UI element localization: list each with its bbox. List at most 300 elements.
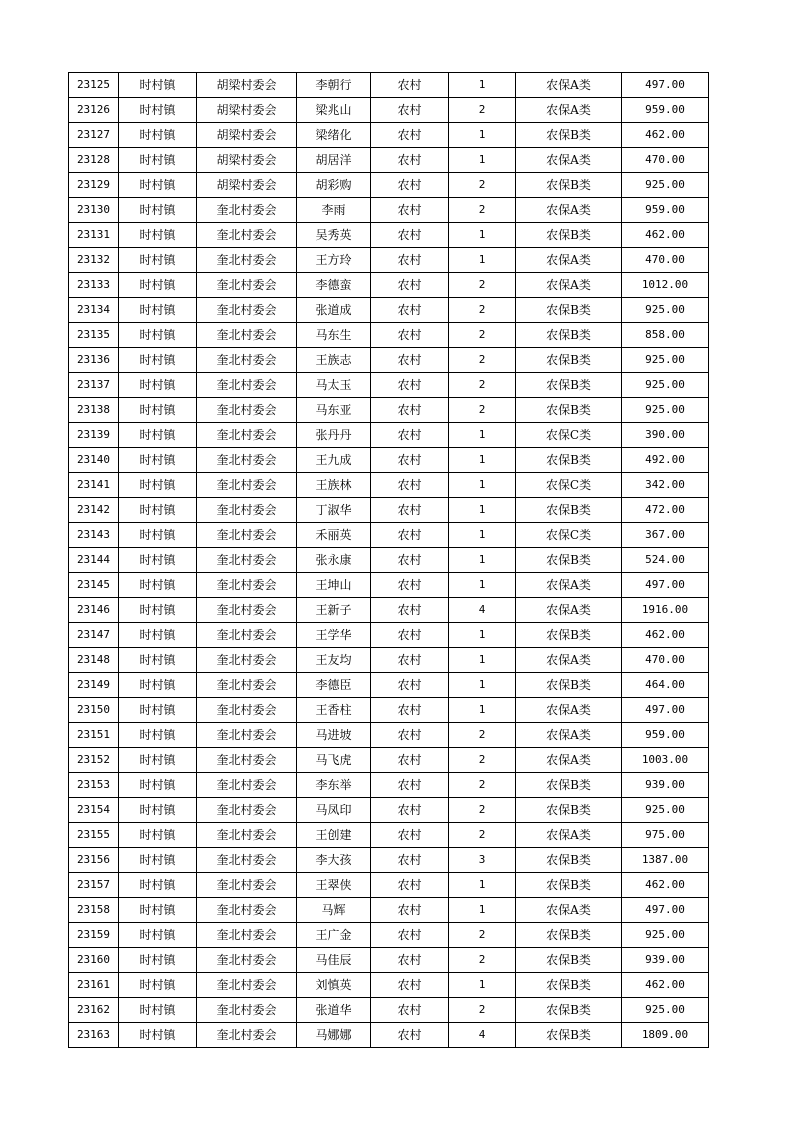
cell-amount: 1387.00 <box>622 848 709 873</box>
cell-village: 奎北村委会 <box>197 323 297 348</box>
cell-id: 23160 <box>69 948 119 973</box>
table-row <box>69 298 709 323</box>
cell-household-type: 农村 <box>371 998 449 1023</box>
cell-village: 奎北村委会 <box>197 523 297 548</box>
cell-id: 23142 <box>69 498 119 523</box>
cell-amount: 464.00 <box>622 673 709 698</box>
cell-town: 时村镇 <box>119 973 197 998</box>
cell-id: 23129 <box>69 173 119 198</box>
cell-household-type: 农村 <box>371 748 449 773</box>
cell-name: 马飞虎 <box>297 748 371 773</box>
cell-name: 张道成 <box>297 298 371 323</box>
cell-village: 胡梁村委会 <box>197 73 297 98</box>
cell-town: 时村镇 <box>119 348 197 373</box>
cell-name: 胡彩购 <box>297 173 371 198</box>
cell-town: 时村镇 <box>119 823 197 848</box>
cell-name: 王友均 <box>297 648 371 673</box>
table-row <box>69 948 709 973</box>
cell-village: 奎北村委会 <box>197 598 297 623</box>
cell-category: 农保A类 <box>516 248 622 273</box>
cell-amount: 497.00 <box>622 698 709 723</box>
cell-person-count: 1 <box>449 498 516 523</box>
cell-id: 23138 <box>69 398 119 423</box>
cell-household-type: 农村 <box>371 273 449 298</box>
cell-town: 时村镇 <box>119 323 197 348</box>
cell-category: 农保A类 <box>516 598 622 623</box>
cell-town: 时村镇 <box>119 748 197 773</box>
table-row <box>69 173 709 198</box>
cell-name: 王九成 <box>297 448 371 473</box>
table-row <box>69 973 709 998</box>
table-row <box>69 273 709 298</box>
cell-amount: 925.00 <box>622 298 709 323</box>
cell-name: 王香柱 <box>297 698 371 723</box>
cell-amount: 959.00 <box>622 98 709 123</box>
cell-category: 农保B类 <box>516 673 622 698</box>
cell-amount: 925.00 <box>622 173 709 198</box>
cell-id: 23155 <box>69 823 119 848</box>
cell-name: 梁绪化 <box>297 123 371 148</box>
cell-id: 23141 <box>69 473 119 498</box>
cell-person-count: 1 <box>449 148 516 173</box>
cell-amount: 858.00 <box>622 323 709 348</box>
cell-household-type: 农村 <box>371 723 449 748</box>
table-row <box>69 698 709 723</box>
cell-household-type: 农村 <box>371 223 449 248</box>
cell-town: 时村镇 <box>119 848 197 873</box>
cell-amount: 1809.00 <box>622 1023 709 1048</box>
cell-town: 时村镇 <box>119 723 197 748</box>
cell-person-count: 1 <box>449 698 516 723</box>
table-row <box>69 448 709 473</box>
cell-person-count: 2 <box>449 948 516 973</box>
cell-household-type: 农村 <box>371 673 449 698</box>
cell-household-type: 农村 <box>371 848 449 873</box>
table-row <box>69 898 709 923</box>
table-row <box>69 823 709 848</box>
cell-household-type: 农村 <box>371 698 449 723</box>
cell-name: 李朝行 <box>297 73 371 98</box>
cell-category: 农保A类 <box>516 748 622 773</box>
cell-person-count: 4 <box>449 598 516 623</box>
cell-town: 时村镇 <box>119 123 197 148</box>
table-row <box>69 223 709 248</box>
cell-category: 农保A类 <box>516 273 622 298</box>
table-row <box>69 648 709 673</box>
table-row <box>69 523 709 548</box>
cell-amount: 462.00 <box>622 223 709 248</box>
cell-household-type: 农村 <box>371 398 449 423</box>
cell-amount: 470.00 <box>622 248 709 273</box>
cell-household-type: 农村 <box>371 573 449 598</box>
table-row <box>69 473 709 498</box>
cell-amount: 959.00 <box>622 723 709 748</box>
cell-id: 23162 <box>69 998 119 1023</box>
cell-name: 张丹丹 <box>297 423 371 448</box>
cell-household-type: 农村 <box>371 948 449 973</box>
cell-name: 张永康 <box>297 548 371 573</box>
cell-amount: 462.00 <box>622 973 709 998</box>
cell-person-count: 4 <box>449 1023 516 1048</box>
cell-name: 吴秀英 <box>297 223 371 248</box>
cell-household-type: 农村 <box>371 823 449 848</box>
table-row <box>69 748 709 773</box>
cell-amount: 462.00 <box>622 623 709 648</box>
cell-person-count: 2 <box>449 823 516 848</box>
table-row <box>69 498 709 523</box>
cell-village: 奎北村委会 <box>197 948 297 973</box>
cell-name: 马东亚 <box>297 398 371 423</box>
table-row <box>69 873 709 898</box>
cell-amount: 462.00 <box>622 873 709 898</box>
cell-category: 农保B类 <box>516 798 622 823</box>
cell-household-type: 农村 <box>371 598 449 623</box>
table-row <box>69 423 709 448</box>
cell-household-type: 农村 <box>371 173 449 198</box>
cell-person-count: 2 <box>449 773 516 798</box>
cell-id: 23145 <box>69 573 119 598</box>
cell-household-type: 农村 <box>371 473 449 498</box>
cell-village: 奎北村委会 <box>197 973 297 998</box>
cell-household-type: 农村 <box>371 548 449 573</box>
cell-person-count: 1 <box>449 248 516 273</box>
cell-household-type: 农村 <box>371 123 449 148</box>
cell-name: 王新子 <box>297 598 371 623</box>
cell-household-type: 农村 <box>371 248 449 273</box>
cell-amount: 925.00 <box>622 798 709 823</box>
cell-town: 时村镇 <box>119 623 197 648</box>
cell-person-count: 1 <box>449 973 516 998</box>
cell-village: 奎北村委会 <box>197 448 297 473</box>
cell-category: 农保C类 <box>516 473 622 498</box>
cell-amount: 939.00 <box>622 773 709 798</box>
cell-household-type: 农村 <box>371 423 449 448</box>
cell-category: 农保C类 <box>516 523 622 548</box>
cell-town: 时村镇 <box>119 873 197 898</box>
cell-person-count: 1 <box>449 873 516 898</box>
cell-id: 23135 <box>69 323 119 348</box>
cell-id: 23150 <box>69 698 119 723</box>
cell-amount: 497.00 <box>622 73 709 98</box>
cell-person-count: 2 <box>449 198 516 223</box>
cell-household-type: 农村 <box>371 623 449 648</box>
cell-town: 时村镇 <box>119 298 197 323</box>
cell-town: 时村镇 <box>119 198 197 223</box>
cell-category: 农保B类 <box>516 348 622 373</box>
table-row <box>69 73 709 98</box>
cell-person-count: 2 <box>449 373 516 398</box>
cell-person-count: 2 <box>449 323 516 348</box>
table-row <box>69 773 709 798</box>
cell-household-type: 农村 <box>371 873 449 898</box>
table-row <box>69 398 709 423</box>
table-row <box>69 723 709 748</box>
cell-town: 时村镇 <box>119 998 197 1023</box>
cell-household-type: 农村 <box>371 1023 449 1048</box>
cell-name: 王广金 <box>297 923 371 948</box>
cell-amount: 524.00 <box>622 548 709 573</box>
cell-id: 23127 <box>69 123 119 148</box>
cell-person-count: 2 <box>449 348 516 373</box>
cell-category: 农保B类 <box>516 498 622 523</box>
cell-village: 奎北村委会 <box>197 773 297 798</box>
cell-town: 时村镇 <box>119 423 197 448</box>
cell-town: 时村镇 <box>119 473 197 498</box>
cell-village: 奎北村委会 <box>197 873 297 898</box>
table-row <box>69 923 709 948</box>
cell-household-type: 农村 <box>371 523 449 548</box>
cell-category: 农保B类 <box>516 173 622 198</box>
table-row <box>69 573 709 598</box>
cell-amount: 959.00 <box>622 198 709 223</box>
cell-amount: 367.00 <box>622 523 709 548</box>
cell-person-count: 1 <box>449 573 516 598</box>
cell-village: 奎北村委会 <box>197 1023 297 1048</box>
cell-person-count: 2 <box>449 723 516 748</box>
cell-village: 奎北村委会 <box>197 423 297 448</box>
cell-name: 王方玲 <box>297 248 371 273</box>
cell-name: 梁兆山 <box>297 98 371 123</box>
cell-name: 李德臣 <box>297 673 371 698</box>
cell-person-count: 1 <box>449 73 516 98</box>
cell-village: 奎北村委会 <box>197 373 297 398</box>
cell-id: 23154 <box>69 798 119 823</box>
cell-village: 胡梁村委会 <box>197 173 297 198</box>
cell-town: 时村镇 <box>119 373 197 398</box>
cell-category: 农保A类 <box>516 98 622 123</box>
cell-category: 农保B类 <box>516 223 622 248</box>
cell-household-type: 农村 <box>371 298 449 323</box>
cell-town: 时村镇 <box>119 773 197 798</box>
cell-id: 23148 <box>69 648 119 673</box>
cell-town: 时村镇 <box>119 798 197 823</box>
cell-id: 23146 <box>69 598 119 623</box>
cell-amount: 462.00 <box>622 123 709 148</box>
cell-name: 王族志 <box>297 348 371 373</box>
cell-category: 农保B类 <box>516 948 622 973</box>
cell-category: 农保A类 <box>516 573 622 598</box>
cell-village: 奎北村委会 <box>197 798 297 823</box>
cell-category: 农保B类 <box>516 1023 622 1048</box>
cell-village: 奎北村委会 <box>197 548 297 573</box>
cell-person-count: 2 <box>449 798 516 823</box>
cell-village: 奎北村委会 <box>197 698 297 723</box>
cell-amount: 497.00 <box>622 573 709 598</box>
cell-name: 王族林 <box>297 473 371 498</box>
cell-village: 奎北村委会 <box>197 498 297 523</box>
cell-person-count: 1 <box>449 673 516 698</box>
cell-town: 时村镇 <box>119 648 197 673</box>
cell-amount: 939.00 <box>622 948 709 973</box>
table-row <box>69 798 709 823</box>
beneficiary-table <box>68 72 709 1048</box>
cell-person-count: 1 <box>449 623 516 648</box>
cell-category: 农保B类 <box>516 123 622 148</box>
cell-category: 农保B类 <box>516 623 622 648</box>
cell-village: 胡梁村委会 <box>197 123 297 148</box>
cell-name: 马东生 <box>297 323 371 348</box>
cell-amount: 925.00 <box>622 398 709 423</box>
cell-amount: 1003.00 <box>622 748 709 773</box>
cell-town: 时村镇 <box>119 73 197 98</box>
cell-town: 时村镇 <box>119 498 197 523</box>
cell-name: 张道华 <box>297 998 371 1023</box>
cell-name: 马太玉 <box>297 373 371 398</box>
cell-village: 奎北村委会 <box>197 298 297 323</box>
cell-amount: 925.00 <box>622 923 709 948</box>
cell-village: 奎北村委会 <box>197 573 297 598</box>
cell-village: 胡梁村委会 <box>197 98 297 123</box>
cell-household-type: 农村 <box>371 973 449 998</box>
table-row <box>69 598 709 623</box>
cell-id: 23158 <box>69 898 119 923</box>
table-row <box>69 998 709 1023</box>
cell-category: 农保B类 <box>516 398 622 423</box>
cell-town: 时村镇 <box>119 673 197 698</box>
cell-village: 奎北村委会 <box>197 823 297 848</box>
cell-name: 王翠侠 <box>297 873 371 898</box>
cell-person-count: 2 <box>449 398 516 423</box>
cell-village: 奎北村委会 <box>197 198 297 223</box>
cell-household-type: 农村 <box>371 373 449 398</box>
cell-category: 农保C类 <box>516 423 622 448</box>
cell-village: 奎北村委会 <box>197 923 297 948</box>
cell-household-type: 农村 <box>371 198 449 223</box>
cell-name: 王坤山 <box>297 573 371 598</box>
table-body <box>69 73 709 1048</box>
table-row <box>69 623 709 648</box>
cell-town: 时村镇 <box>119 148 197 173</box>
cell-id: 23131 <box>69 223 119 248</box>
cell-amount: 472.00 <box>622 498 709 523</box>
cell-town: 时村镇 <box>119 448 197 473</box>
cell-town: 时村镇 <box>119 548 197 573</box>
cell-id: 23143 <box>69 523 119 548</box>
cell-village: 奎北村委会 <box>197 648 297 673</box>
cell-id: 23152 <box>69 748 119 773</box>
cell-category: 农保A类 <box>516 698 622 723</box>
cell-town: 时村镇 <box>119 248 197 273</box>
cell-town: 时村镇 <box>119 398 197 423</box>
cell-id: 23157 <box>69 873 119 898</box>
cell-amount: 390.00 <box>622 423 709 448</box>
table-row <box>69 1023 709 1048</box>
cell-town: 时村镇 <box>119 273 197 298</box>
cell-category: 农保B类 <box>516 373 622 398</box>
cell-village: 奎北村委会 <box>197 273 297 298</box>
cell-name: 马凤印 <box>297 798 371 823</box>
cell-village: 胡梁村委会 <box>197 148 297 173</box>
cell-id: 23134 <box>69 298 119 323</box>
cell-village: 奎北村委会 <box>197 898 297 923</box>
cell-category: 农保B类 <box>516 448 622 473</box>
cell-category: 农保B类 <box>516 848 622 873</box>
cell-town: 时村镇 <box>119 1023 197 1048</box>
cell-town: 时村镇 <box>119 523 197 548</box>
cell-amount: 925.00 <box>622 998 709 1023</box>
cell-town: 时村镇 <box>119 573 197 598</box>
cell-town: 时村镇 <box>119 948 197 973</box>
cell-name: 李大孩 <box>297 848 371 873</box>
cell-id: 23132 <box>69 248 119 273</box>
cell-category: 农保B类 <box>516 973 622 998</box>
cell-amount: 925.00 <box>622 373 709 398</box>
cell-household-type: 农村 <box>371 923 449 948</box>
cell-amount: 342.00 <box>622 473 709 498</box>
cell-id: 23137 <box>69 373 119 398</box>
document-page <box>68 72 708 1048</box>
table-row <box>69 373 709 398</box>
cell-household-type: 农村 <box>371 323 449 348</box>
cell-amount: 1916.00 <box>622 598 709 623</box>
cell-village: 奎北村委会 <box>197 348 297 373</box>
cell-category: 农保A类 <box>516 148 622 173</box>
cell-village: 奎北村委会 <box>197 673 297 698</box>
cell-id: 23140 <box>69 448 119 473</box>
cell-name: 李德蛮 <box>297 273 371 298</box>
cell-id: 23149 <box>69 673 119 698</box>
cell-category: 农保A类 <box>516 73 622 98</box>
cell-person-count: 2 <box>449 273 516 298</box>
cell-category: 农保B类 <box>516 548 622 573</box>
table-row <box>69 673 709 698</box>
cell-person-count: 1 <box>449 898 516 923</box>
cell-person-count: 1 <box>449 123 516 148</box>
table-row <box>69 548 709 573</box>
cell-category: 农保B类 <box>516 298 622 323</box>
cell-town: 时村镇 <box>119 898 197 923</box>
cell-household-type: 农村 <box>371 648 449 673</box>
cell-id: 23126 <box>69 98 119 123</box>
cell-id: 23161 <box>69 973 119 998</box>
cell-village: 奎北村委会 <box>197 473 297 498</box>
cell-id: 23147 <box>69 623 119 648</box>
cell-category: 农保B类 <box>516 873 622 898</box>
cell-name: 丁淑华 <box>297 498 371 523</box>
cell-person-count: 1 <box>449 548 516 573</box>
table-row <box>69 148 709 173</box>
cell-village: 奎北村委会 <box>197 748 297 773</box>
cell-person-count: 2 <box>449 173 516 198</box>
cell-category: 农保B类 <box>516 773 622 798</box>
cell-household-type: 农村 <box>371 898 449 923</box>
cell-village: 奎北村委会 <box>197 623 297 648</box>
cell-amount: 470.00 <box>622 648 709 673</box>
cell-id: 23144 <box>69 548 119 573</box>
cell-person-count: 1 <box>449 473 516 498</box>
cell-village: 奎北村委会 <box>197 723 297 748</box>
cell-household-type: 农村 <box>371 73 449 98</box>
cell-category: 农保B类 <box>516 323 622 348</box>
cell-amount: 975.00 <box>622 823 709 848</box>
cell-person-count: 1 <box>449 523 516 548</box>
cell-id: 23128 <box>69 148 119 173</box>
cell-village: 奎北村委会 <box>197 848 297 873</box>
cell-person-count: 1 <box>449 223 516 248</box>
cell-household-type: 农村 <box>371 498 449 523</box>
cell-village: 奎北村委会 <box>197 398 297 423</box>
cell-category: 农保B类 <box>516 998 622 1023</box>
cell-id: 23153 <box>69 773 119 798</box>
cell-id: 23139 <box>69 423 119 448</box>
cell-id: 23163 <box>69 1023 119 1048</box>
cell-town: 时村镇 <box>119 598 197 623</box>
cell-name: 马娜娜 <box>297 1023 371 1048</box>
cell-person-count: 1 <box>449 448 516 473</box>
cell-name: 马辉 <box>297 898 371 923</box>
cell-id: 23125 <box>69 73 119 98</box>
table-row <box>69 348 709 373</box>
